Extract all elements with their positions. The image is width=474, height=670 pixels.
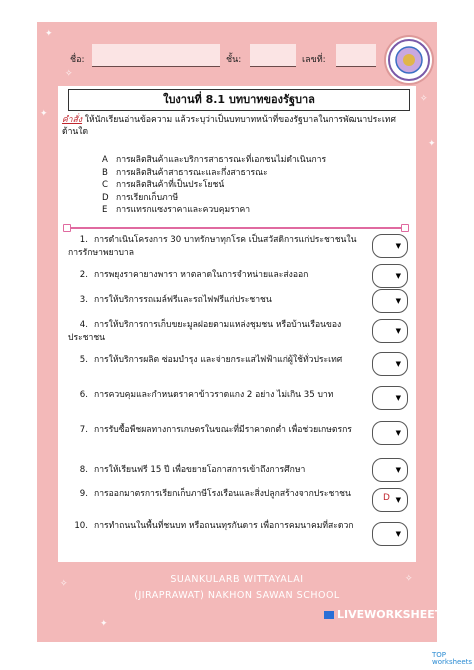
sparkle-icon: ✦ [45, 29, 53, 39]
question-number: 5. [79, 355, 88, 365]
top-text: TOP [432, 651, 447, 659]
option-text: การผลิตสินค้าสาธารณะและกึ่งสาธารณะ [116, 167, 268, 178]
chevron-down-icon: ▼ [395, 530, 401, 538]
question-text: การพยุงราคายางพารา หาตลาดในการจำหน่ายและส่งออก [94, 270, 309, 280]
option-letter: D [102, 192, 109, 203]
option-letter: C [102, 180, 109, 190]
question-number: 10. [74, 521, 88, 531]
topworksheets-logo[interactable] [432, 652, 472, 666]
student-info-header [40, 36, 380, 66]
question-number: 6. [79, 390, 88, 400]
option-text: การเรียกเก็บภาษี [116, 192, 179, 203]
instructions-lead: คำสั่ง [62, 115, 83, 125]
option-text: การผลิตสินค้าและบริการสาธารณะที่เอกชนไม่ดำเนินการ [116, 155, 327, 165]
worksheet-card [58, 86, 416, 562]
answer-dropdown[interactable] [372, 522, 408, 546]
answer-dropdown[interactable] [372, 289, 408, 313]
class-label: ชั้น: [226, 55, 242, 65]
answer-options-list [102, 154, 326, 217]
question-text: การให้เรียนฟรี 15 ปี เพื่อขยายโอกาสการเข้าถึงการศึกษา [94, 465, 306, 475]
sparkle-icon: ✧ [405, 574, 413, 584]
question-number: 9. [79, 489, 88, 499]
liveworksheets-logo[interactable] [324, 608, 450, 621]
name-field[interactable] [92, 44, 220, 67]
question-item [68, 354, 368, 367]
question-number: 2. [79, 270, 88, 280]
answer-value: D [383, 493, 390, 503]
question-text: การให้บริการการเก็บขยะมูลฝอยตามแหล่งชุมชน หรือบ้านเรือนของประชาชน [68, 320, 342, 343]
liveworksheets-icon [324, 611, 334, 619]
question-item [68, 389, 368, 402]
sparkle-icon: ✧ [65, 69, 73, 79]
school-logo-icon [386, 37, 432, 83]
question-text: การดำเนินโครงการ 30 บาทรักษาทุกโรค เป็นสวัสดิการแก่ประชาชนในการรักษาพยาบาล [68, 235, 357, 258]
worksheet-title: ใบงานที่ 8.1 บทบาทของรัฐบาล [68, 89, 410, 111]
question-text: การให้บริการรถเมล์ฟรีและรถไฟฟรีแก่ประชาชน [94, 295, 272, 305]
answer-dropdown[interactable] [372, 488, 408, 512]
school-name-line2: (JIRAPRAWAT) NAKHON SAWAN SCHOOL [134, 590, 340, 601]
sparkle-icon: ✧ [60, 579, 68, 589]
sparkle-icon: ✦ [428, 139, 436, 149]
answer-dropdown[interactable] [372, 386, 408, 410]
worksheets-text: worksheets [432, 658, 473, 666]
option-item [102, 167, 326, 180]
question-item [68, 234, 368, 259]
school-name-line1: SUANKULARB WITTAYALAI [170, 574, 304, 585]
question-item [68, 488, 368, 501]
sparkle-icon: ✦ [40, 109, 48, 119]
section-divider [66, 227, 406, 229]
chevron-down-icon: ▼ [395, 360, 401, 368]
option-item [102, 154, 326, 167]
chevron-down-icon: ▼ [395, 242, 401, 250]
number-field[interactable] [336, 44, 376, 67]
question-number: 4. [79, 320, 88, 330]
option-letter: A [102, 155, 108, 165]
question-item [68, 319, 368, 344]
question-number: 3. [79, 295, 88, 305]
number-label: เลขที่: [302, 55, 326, 65]
option-letter: B [102, 167, 108, 178]
instructions-text: ให้นักเรียนอ่านข้อความ แล้วระบุว่าเป็นบทบาทหน้าที่ของรัฐบาลในการพัฒนาประเทศด้านใด [62, 115, 396, 137]
answer-dropdown[interactable] [372, 421, 408, 445]
answer-dropdown[interactable] [372, 352, 408, 376]
chevron-down-icon: ▼ [395, 496, 401, 504]
chevron-down-icon: ▼ [395, 394, 401, 402]
option-item [102, 192, 326, 205]
question-number: 8. [79, 465, 88, 475]
chevron-down-icon: ▼ [395, 272, 401, 280]
answer-dropdown[interactable] [372, 264, 408, 288]
question-text: การทำถนนในพื้นที่ชนบท หรือถนนทุรกันดาร เพื่อการคมนาคมที่สะดวก [94, 521, 354, 531]
class-field[interactable] [250, 44, 296, 67]
answer-dropdown[interactable] [372, 234, 408, 258]
option-text: การผลิตสินค้าที่เป็นประโยชน์ [116, 180, 225, 190]
question-text: การให้บริการผลิต ซ่อมบำรุง และจ่ายกระแสไฟฟ้าแก่ผู้ใช้ทั่วประเทศ [94, 355, 343, 365]
question-item [68, 294, 368, 307]
chevron-down-icon: ▼ [395, 327, 401, 335]
chevron-down-icon: ▼ [395, 297, 401, 305]
sparkle-icon: ✦ [100, 619, 108, 629]
answer-dropdown[interactable] [372, 319, 408, 343]
chevron-down-icon: ▼ [395, 466, 401, 474]
option-letter: E [102, 205, 108, 215]
instructions [62, 114, 410, 138]
question-number: 1. [79, 235, 88, 245]
question-item [68, 464, 368, 477]
question-item [68, 424, 368, 437]
brand-text: LIVEWORKSHEETS [337, 608, 451, 621]
question-item [68, 520, 368, 533]
question-text: การรับซื้อพืชผลทางการเกษตรในขณะที่มีราคาตกต่ำ เพื่อช่วยเกษตรกร [94, 425, 352, 435]
answer-dropdown[interactable] [372, 458, 408, 482]
option-item [102, 179, 326, 192]
option-item [102, 204, 326, 217]
sparkle-icon: ✧ [420, 94, 428, 104]
option-text: การแทรกแซงราคาและควบคุมราคา [116, 205, 251, 215]
question-text: การควบคุมและกำหนดราคาข้าวราดแกง 2 อย่าง ไม่เกิน 35 บาท [94, 390, 334, 400]
chevron-down-icon: ▼ [395, 429, 401, 437]
name-label: ชื่อ: [70, 55, 85, 65]
question-item [68, 269, 368, 282]
question-number: 7. [79, 425, 88, 435]
question-text: การออกมาตรการเรียกเก็บภาษีโรงเรือนและสิ่งปลูกสร้างจากประชาชน [94, 489, 351, 499]
